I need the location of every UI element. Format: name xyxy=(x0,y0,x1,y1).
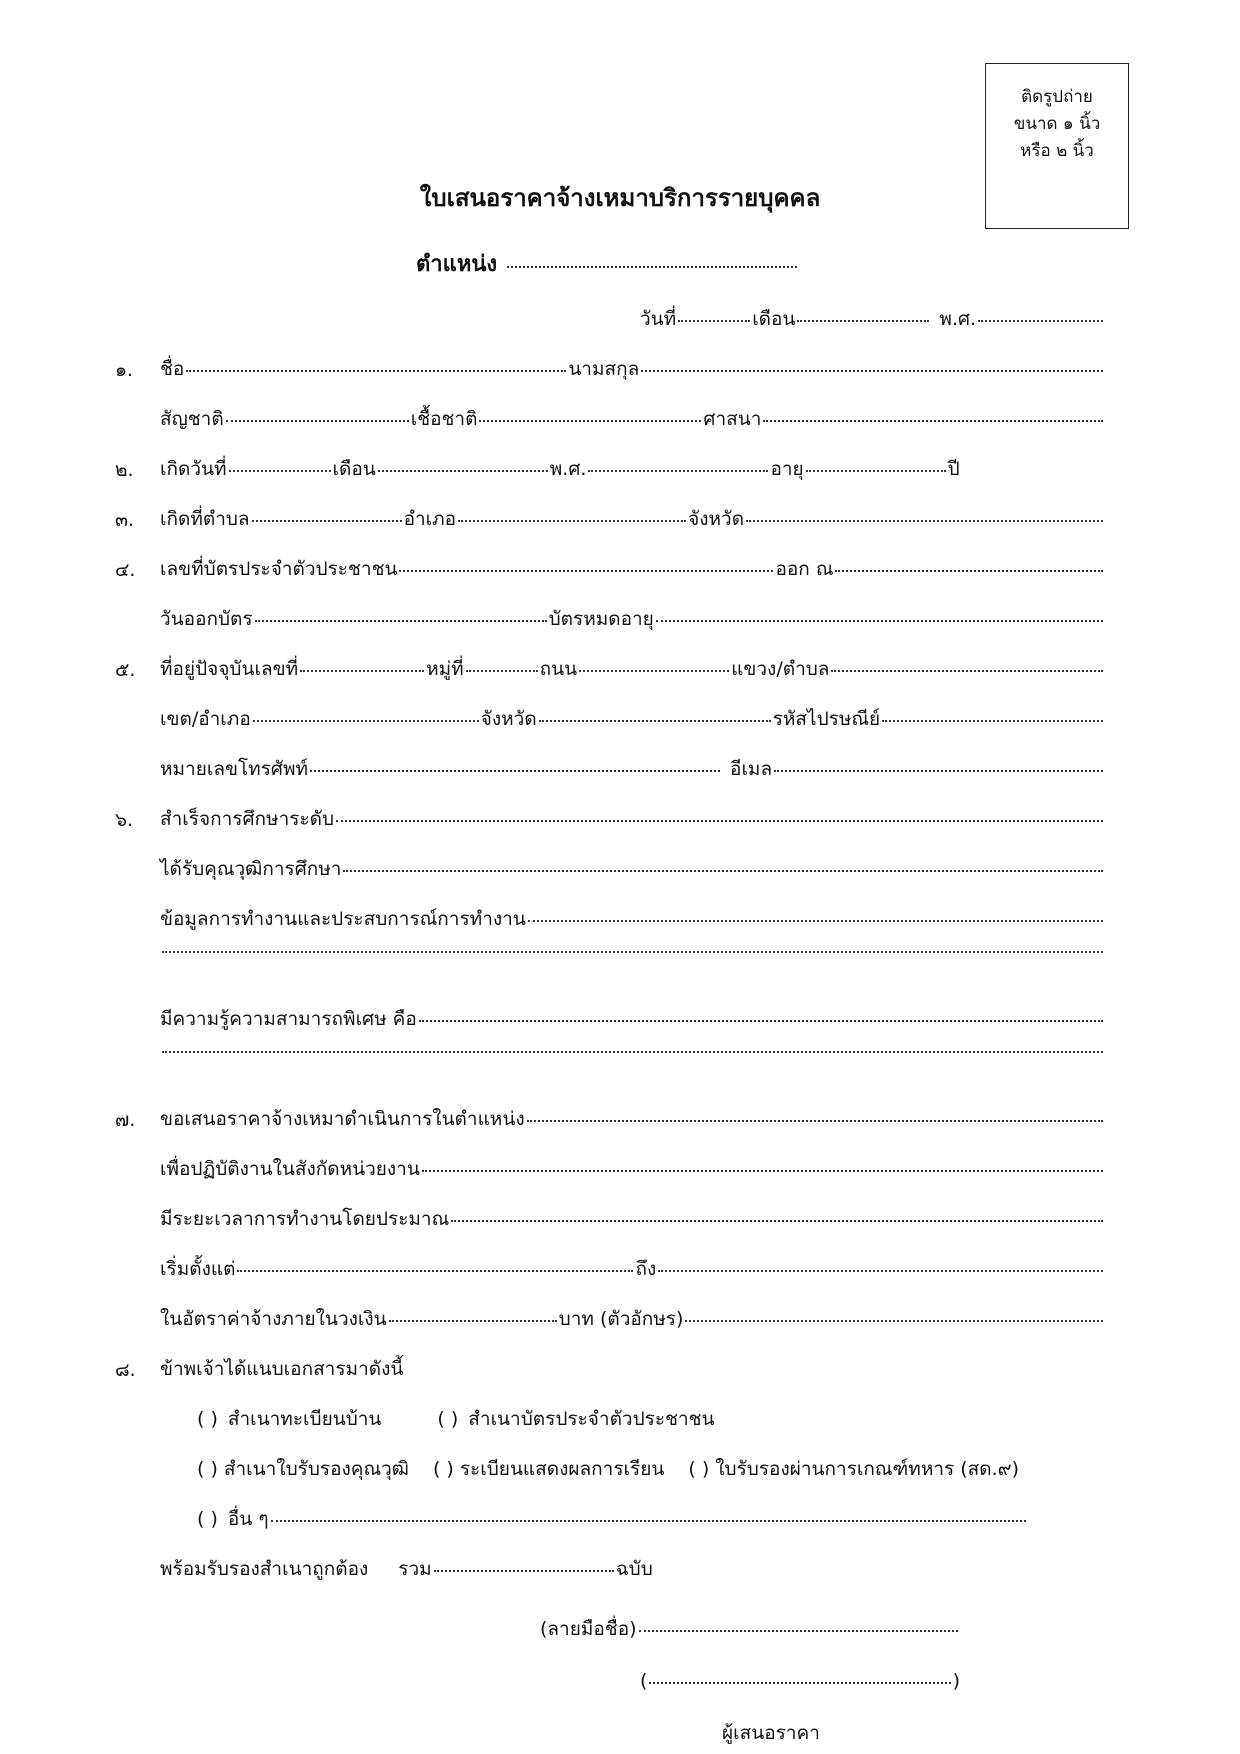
total-label: รวม xyxy=(398,1558,432,1580)
issue-date-field[interactable] xyxy=(255,620,547,622)
certify-label: พร้อมรับรองสำเนาถูกต้อง xyxy=(160,1558,369,1580)
religion-label: ศาสนา xyxy=(703,408,762,430)
checkbox[interactable]: ( ) xyxy=(437,1408,459,1430)
nationality-field[interactable] xyxy=(226,420,409,422)
position-field[interactable] xyxy=(507,266,797,268)
attachment-house-reg[interactable] xyxy=(197,1404,381,1434)
month-field[interactable] xyxy=(797,320,929,322)
copies-label: ฉบับ xyxy=(615,1558,653,1580)
start-field[interactable] xyxy=(237,1270,633,1272)
address-no-label: ที่อยู่ปัจจุบันเลขที่ xyxy=(160,658,299,680)
month-label: เดือน xyxy=(752,308,796,330)
postcode-label: รหัสไปรษณีย์ xyxy=(772,708,881,730)
birth-province-label: จังหวัด xyxy=(688,508,745,530)
rate-label: ในอัตราค่าจ้างภายในวงเงิน xyxy=(160,1308,387,1330)
moo-label: หมู่ที่ xyxy=(426,658,464,680)
to-field[interactable] xyxy=(658,1270,1103,1272)
year-field[interactable] xyxy=(978,320,1103,322)
attachments-row-3 xyxy=(197,1504,1028,1534)
experience-label: ข้อมูลการทำงานและประสบการณ์การทำงาน xyxy=(160,908,526,930)
attached-row xyxy=(160,1354,1105,1384)
birth-row xyxy=(160,454,1105,484)
education-row xyxy=(160,804,1105,834)
address-no-field[interactable] xyxy=(300,670,424,672)
page-title: ใบเสนอราคาจ้างเหมาบริการรายบุคคล xyxy=(419,184,821,212)
birth-day-label: เกิดวันที่ xyxy=(160,458,227,480)
skills-continuation-field[interactable] xyxy=(162,1051,1103,1053)
offer-row xyxy=(160,1104,1105,1134)
birthplace-row xyxy=(160,504,1105,534)
contact-row xyxy=(160,754,1105,784)
birth-district-label: อำเภอ xyxy=(403,508,457,530)
district-row xyxy=(160,704,1105,734)
surname-label: นามสกุล xyxy=(568,358,640,380)
road-field[interactable] xyxy=(579,670,729,672)
baht-label: บาท (ตัวอักษร) xyxy=(558,1308,684,1330)
position-label: ตำแหน่ง xyxy=(416,252,498,277)
attachments-row-2 xyxy=(197,1454,1180,1484)
attachment-label: ใบรับรองผ่านการเกณฑ์ทหาร (สด.๙) xyxy=(715,1458,1019,1480)
name-field[interactable] xyxy=(186,370,566,372)
total-field[interactable] xyxy=(434,1570,614,1572)
section-number: ๕. xyxy=(115,659,136,681)
nationality-row xyxy=(160,404,1105,434)
printed-name-row xyxy=(640,1670,960,1700)
name-label: ชื่อ xyxy=(160,358,185,380)
year-label: พ.ศ. xyxy=(939,308,977,330)
checkbox[interactable]: ( ) xyxy=(197,1408,218,1430)
date-row xyxy=(640,304,1105,334)
attachment-other-label: อื่น ๆ xyxy=(227,1508,269,1530)
position-row xyxy=(416,246,799,281)
attachment-label: ระเบียนแสดงผลการเรียน xyxy=(459,1458,665,1480)
checkbox[interactable]: ( ) xyxy=(197,1508,218,1530)
id-card-label: เลขที่บัตรประจำตัวประชาชน xyxy=(160,558,398,580)
postcode-field[interactable] xyxy=(882,720,1103,722)
close-paren: ) xyxy=(952,1670,960,1692)
photo-box-line: ขนาด ๑ นิ้ว xyxy=(1013,114,1101,134)
surname-field[interactable] xyxy=(641,370,1103,372)
checkbox[interactable]: ( ) xyxy=(197,1458,218,1480)
certify-row xyxy=(160,1554,1105,1584)
province-field[interactable] xyxy=(539,720,771,722)
rate-row xyxy=(160,1304,1105,1334)
offer-field[interactable] xyxy=(527,1120,1103,1122)
skills-field[interactable] xyxy=(419,1020,1103,1022)
section-number: ๖. xyxy=(115,809,134,831)
birth-year-label: พ.ศ. xyxy=(549,458,587,480)
issued-at-field[interactable] xyxy=(835,570,1103,572)
section-number: ๔. xyxy=(115,559,136,581)
birth-subdistrict-label: เกิดที่ตำบล xyxy=(160,508,250,530)
birth-year-field[interactable] xyxy=(588,470,768,472)
religion-field[interactable] xyxy=(763,420,1103,422)
issue-date-label: วันออกบัตร xyxy=(160,608,253,630)
email-field[interactable] xyxy=(774,770,1103,772)
moo-field[interactable] xyxy=(466,670,538,672)
skills-row xyxy=(160,1004,1105,1034)
rate-field[interactable] xyxy=(389,1320,557,1322)
attachment-label: สำเนาใบรับรองคุณวุฒิ xyxy=(223,1458,409,1480)
section-number: ๑. xyxy=(115,359,134,381)
education-field[interactable] xyxy=(336,820,1103,822)
experience-continuation-field[interactable] xyxy=(162,951,1103,953)
email-label: อีเมล xyxy=(730,758,773,780)
years-label: ปี xyxy=(947,458,960,480)
birth-month-field[interactable] xyxy=(378,470,548,472)
section-number: ๒. xyxy=(115,459,134,481)
birth-subdistrict-field[interactable] xyxy=(252,520,402,522)
duration-label: มีระยะเวลาการทำงานโดยประมาณ xyxy=(160,1208,450,1230)
attachment-military[interactable] xyxy=(688,1454,1019,1484)
section-number: ๘. xyxy=(115,1359,136,1381)
race-field[interactable] xyxy=(479,420,701,422)
experience-row xyxy=(160,904,1105,934)
attached-label: ข้าพเจ้าได้แนบเอกสารมาดังนี้ xyxy=(160,1358,404,1380)
birth-day-field[interactable] xyxy=(229,470,331,472)
issued-at-label: ออก ณ xyxy=(775,558,834,580)
unit-row xyxy=(160,1154,1105,1184)
race-label: เชื้อชาติ xyxy=(410,408,478,430)
education-label: สำเร็จการศึกษาระดับ xyxy=(160,808,335,830)
duration-field[interactable] xyxy=(451,1220,1103,1222)
age-label: อายุ xyxy=(770,458,804,480)
birth-province-field[interactable] xyxy=(746,520,1103,522)
period-row xyxy=(160,1254,1105,1284)
degree-field[interactable] xyxy=(343,870,1103,872)
district-label: เขต/อำเภอ xyxy=(160,708,251,730)
expiry-field[interactable] xyxy=(656,620,1103,622)
experience-continuation-row xyxy=(160,954,1105,984)
expiry-label: บัตรหมดอายุ xyxy=(548,608,654,630)
signature-row xyxy=(540,1614,960,1644)
id-card-row xyxy=(160,554,1105,584)
unit-label: เพื่อปฏิบัติงานในสังกัดหน่วยงาน xyxy=(160,1158,420,1180)
subdistrict-label: แขวง/ตำบล xyxy=(731,658,830,680)
attachment-other-field[interactable] xyxy=(271,1520,1026,1522)
attachment-label: สำเนาบัตรประจำตัวประชาชน xyxy=(468,1408,715,1430)
signature-label: (ลายมือชื่อ) xyxy=(540,1618,637,1640)
birth-month-label: เดือน xyxy=(332,458,376,480)
road-label: ถนน xyxy=(539,658,578,680)
bidder-label: ผู้เสนอราคา xyxy=(722,1722,820,1744)
start-label: เริ่มตั้งแต่ xyxy=(160,1258,236,1280)
photo-box-line: ติดรูปถ่าย xyxy=(1021,87,1093,107)
degree-row xyxy=(160,854,1105,884)
address-row xyxy=(160,654,1105,684)
checkbox[interactable]: ( ) xyxy=(432,1458,454,1480)
name-row xyxy=(160,354,1105,384)
province-label: จังหวัด xyxy=(480,708,537,730)
printed-name-field[interactable] xyxy=(649,1682,950,1684)
id-card-field[interactable] xyxy=(399,570,773,572)
offer-label: ขอเสนอราคาจ้างเหมาดำเนินการในตำแหน่ง xyxy=(160,1108,525,1130)
section-number: ๓. xyxy=(115,509,135,531)
day-field[interactable] xyxy=(678,320,750,322)
degree-label: ได้รับคุณวุฒิการศึกษา xyxy=(160,858,342,880)
section-number: ๗. xyxy=(115,1109,136,1131)
day-label: วันที่ xyxy=(640,308,677,330)
attachment-degree-copy[interactable] xyxy=(197,1454,409,1484)
phone-label: หมายเลขโทรศัพท์ xyxy=(160,758,309,780)
baht-text-field[interactable] xyxy=(685,1320,1103,1322)
signature-field[interactable] xyxy=(639,1630,958,1632)
experience-field[interactable] xyxy=(528,920,1103,922)
nationality-label: สัญชาติ xyxy=(160,408,224,430)
bidder-row xyxy=(722,1718,1105,1748)
district-field[interactable] xyxy=(253,720,479,722)
age-field[interactable] xyxy=(806,470,946,472)
duration-row xyxy=(160,1204,1105,1234)
phone-field[interactable] xyxy=(310,770,720,772)
skills-label: มีความรู้ความสามารถพิเศษ คือ xyxy=(160,1008,417,1030)
skills-continuation-row xyxy=(160,1054,1105,1084)
attachment-id-copy[interactable] xyxy=(437,1404,714,1434)
attachment-transcript[interactable] xyxy=(433,1454,664,1484)
issue-date-row xyxy=(160,604,1105,634)
to-label: ถึง xyxy=(635,1258,657,1280)
birth-district-field[interactable] xyxy=(458,520,686,522)
attachments-row-1 xyxy=(197,1404,1105,1434)
open-paren: ( xyxy=(640,1670,648,1692)
unit-field[interactable] xyxy=(422,1170,1103,1172)
attachment-label: สำเนาทะเบียนบ้าน xyxy=(227,1408,382,1430)
checkbox[interactable]: ( ) xyxy=(688,1458,710,1480)
subdistrict-field[interactable] xyxy=(831,670,1103,672)
photo-box-line: หรือ ๒ นิ้ว xyxy=(1020,141,1094,161)
